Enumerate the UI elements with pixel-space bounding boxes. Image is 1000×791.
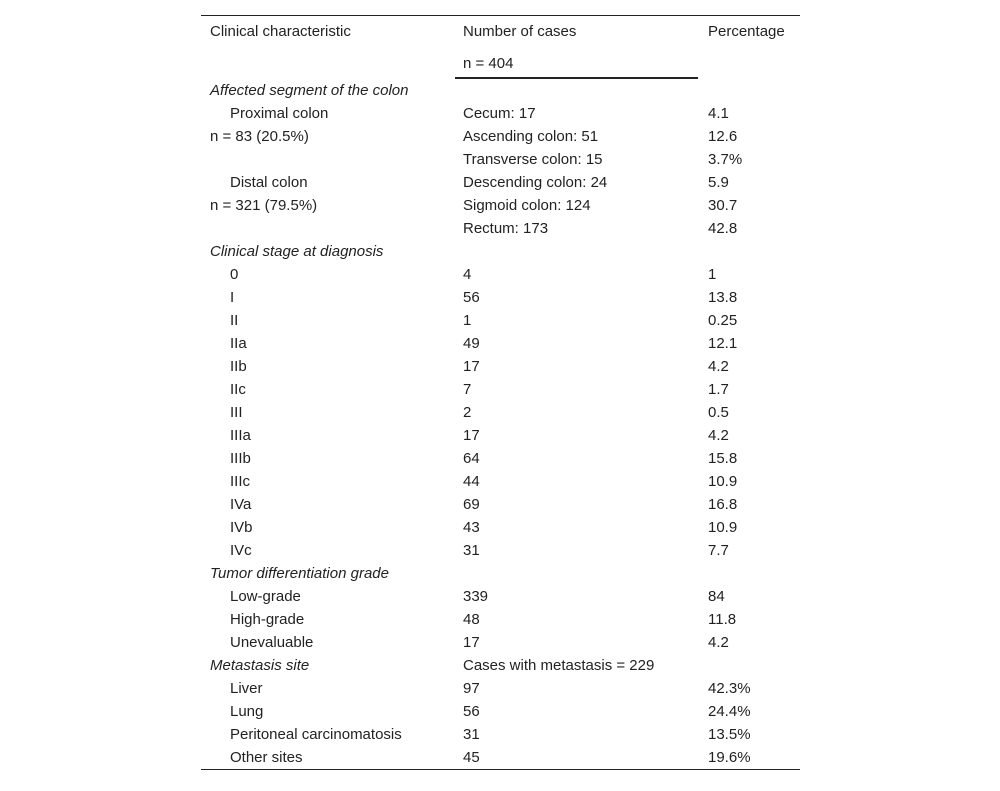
table-row <box>201 585 800 608</box>
characteristic-cell: High-grade <box>230 611 305 628</box>
characteristic-cell: Proximal colon <box>230 105 329 122</box>
characteristic-cell: I <box>230 289 235 306</box>
cases-cell: Sigmoid colon: 124 <box>463 197 591 214</box>
cases-cell: 17 <box>463 427 480 444</box>
percentage-cell: 10.9 <box>708 519 738 536</box>
section-header-row <box>201 240 800 263</box>
cases-cell: 49 <box>463 335 480 352</box>
characteristic-cell: IIIa <box>230 427 251 444</box>
characteristic-cell: Unevaluable <box>230 634 314 651</box>
percentage-cell: 3.7% <box>708 151 743 168</box>
cases-cell: 69 <box>463 496 480 513</box>
table-row <box>201 677 800 700</box>
cases-cell: Descending colon: 24 <box>463 174 608 191</box>
table-row <box>201 631 800 654</box>
table-header-subrow <box>201 48 800 79</box>
percentage-cell: 5.9 <box>708 174 729 191</box>
cases-cell: 339 <box>463 588 489 605</box>
cases-cell: 44 <box>463 473 480 490</box>
characteristic-cell: Other sites <box>230 749 303 766</box>
cases-cell: 7 <box>463 381 472 398</box>
characteristic-cell: Distal colon <box>230 174 308 191</box>
cases-cell: 48 <box>463 611 480 628</box>
percentage-cell: 84 <box>708 588 725 605</box>
header-clinical-characteristic: Clinical characteristic <box>210 23 351 40</box>
characteristic-cell: n = 321 (79.5%) <box>210 197 318 214</box>
cases-cell: 43 <box>463 519 480 536</box>
cases-cell: Cecum: 17 <box>463 105 536 122</box>
table-row <box>201 700 800 723</box>
table-row <box>201 470 800 493</box>
characteristic-cell: Peritoneal carcinomatosis <box>230 726 402 743</box>
table-row <box>201 263 800 286</box>
percentage-cell: 1.7 <box>708 381 729 398</box>
cases-cell: 97 <box>463 680 480 697</box>
table-row <box>201 746 800 769</box>
cases-cell: Cases with metastasis = 229 <box>463 657 655 674</box>
percentage-cell: 24.4% <box>708 703 751 720</box>
table-row <box>201 355 800 378</box>
characteristic-cell: Low-grade <box>230 588 301 605</box>
table-row <box>201 125 800 148</box>
percentage-cell: 4.2 <box>708 358 729 375</box>
percentage-cell: 7.7 <box>708 542 729 559</box>
header-total-cases: n = 404 <box>463 55 514 72</box>
percentage-cell: 0.5 <box>708 404 729 421</box>
percentage-cell: 4.2 <box>708 634 729 651</box>
percentage-cell: 11.8 <box>708 611 737 628</box>
cases-cell: 2 <box>463 404 472 421</box>
characteristic-cell: Liver <box>230 680 263 697</box>
header-percentage: Percentage <box>708 23 785 40</box>
percentage-cell: 42.3% <box>708 680 751 697</box>
characteristic-cell: IIa <box>230 335 247 352</box>
section-title: Metastasis site <box>210 657 310 674</box>
table-row <box>201 539 800 562</box>
cases-cell: 17 <box>463 634 480 651</box>
characteristic-cell: IIIb <box>230 450 251 467</box>
percentage-cell: 1 <box>708 266 717 283</box>
characteristic-cell: 0 <box>230 266 239 283</box>
cases-cell: Rectum: 173 <box>463 220 549 237</box>
table-row <box>201 516 800 539</box>
percentage-cell: 42.8 <box>708 220 738 237</box>
table-header-row <box>201 16 800 48</box>
table-row <box>201 286 800 309</box>
characteristic-cell: IIc <box>230 381 246 398</box>
characteristic-cell: IIIc <box>230 473 251 490</box>
percentage-cell: 4.2 <box>708 427 729 444</box>
table-row <box>201 332 800 355</box>
table-row <box>201 424 800 447</box>
section-header-row <box>201 654 800 677</box>
cases-cell: Ascending colon: 51 <box>463 128 599 145</box>
table-row <box>201 194 800 217</box>
characteristic-cell: III <box>230 404 243 421</box>
characteristic-cell: IVb <box>230 519 253 536</box>
characteristic-cell: IVc <box>230 542 252 559</box>
table-row <box>201 378 800 401</box>
percentage-cell: 0.25 <box>708 312 738 329</box>
table-row <box>201 401 800 424</box>
characteristic-cell: Lung <box>230 703 264 720</box>
table-body <box>201 79 800 769</box>
characteristic-cell: IVa <box>230 496 252 513</box>
cases-cell: 4 <box>463 266 472 283</box>
table-row <box>201 723 800 746</box>
characteristic-cell: II <box>230 312 239 329</box>
cases-cell: 64 <box>463 450 480 467</box>
clinical-characteristics-table <box>201 15 800 770</box>
table-row <box>201 309 800 332</box>
percentage-cell: 30.7 <box>708 197 738 214</box>
percentage-cell: 10.9 <box>708 473 738 490</box>
section-header-row <box>201 79 800 102</box>
cases-cell: Transverse colon: 15 <box>463 151 603 168</box>
table-row <box>201 171 800 194</box>
section-header-row <box>201 562 800 585</box>
percentage-cell: 12.6 <box>708 128 738 145</box>
characteristic-cell: IIb <box>230 358 247 375</box>
percentage-cell: 4.1 <box>708 105 729 122</box>
table-row <box>201 148 800 171</box>
section-title: Affected segment of the colon <box>210 82 409 99</box>
header-number-of-cases: Number of cases <box>463 23 577 40</box>
cases-cell: 56 <box>463 703 480 720</box>
characteristic-cell: n = 83 (20.5%) <box>210 128 309 145</box>
percentage-cell: 12.1 <box>708 335 738 352</box>
cases-cell: 31 <box>463 542 480 559</box>
percentage-cell: 13.8 <box>708 289 738 306</box>
table-row <box>201 217 800 240</box>
cases-cell: 56 <box>463 289 480 306</box>
cases-cell: 31 <box>463 726 480 743</box>
section-title: Tumor differentiation grade <box>210 565 389 582</box>
cases-cell: 17 <box>463 358 480 375</box>
table-row <box>201 608 800 631</box>
percentage-cell: 16.8 <box>708 496 738 513</box>
table-row <box>201 102 800 125</box>
table-row <box>201 493 800 516</box>
cases-cell: 45 <box>463 749 480 766</box>
cases-cell: 1 <box>463 312 472 329</box>
table-bottom-rule <box>201 769 800 770</box>
percentage-cell: 15.8 <box>708 450 738 467</box>
percentage-cell: 13.5% <box>708 726 751 743</box>
percentage-cell: 19.6% <box>708 749 751 766</box>
section-title: Clinical stage at diagnosis <box>210 243 384 260</box>
table-row <box>201 447 800 470</box>
